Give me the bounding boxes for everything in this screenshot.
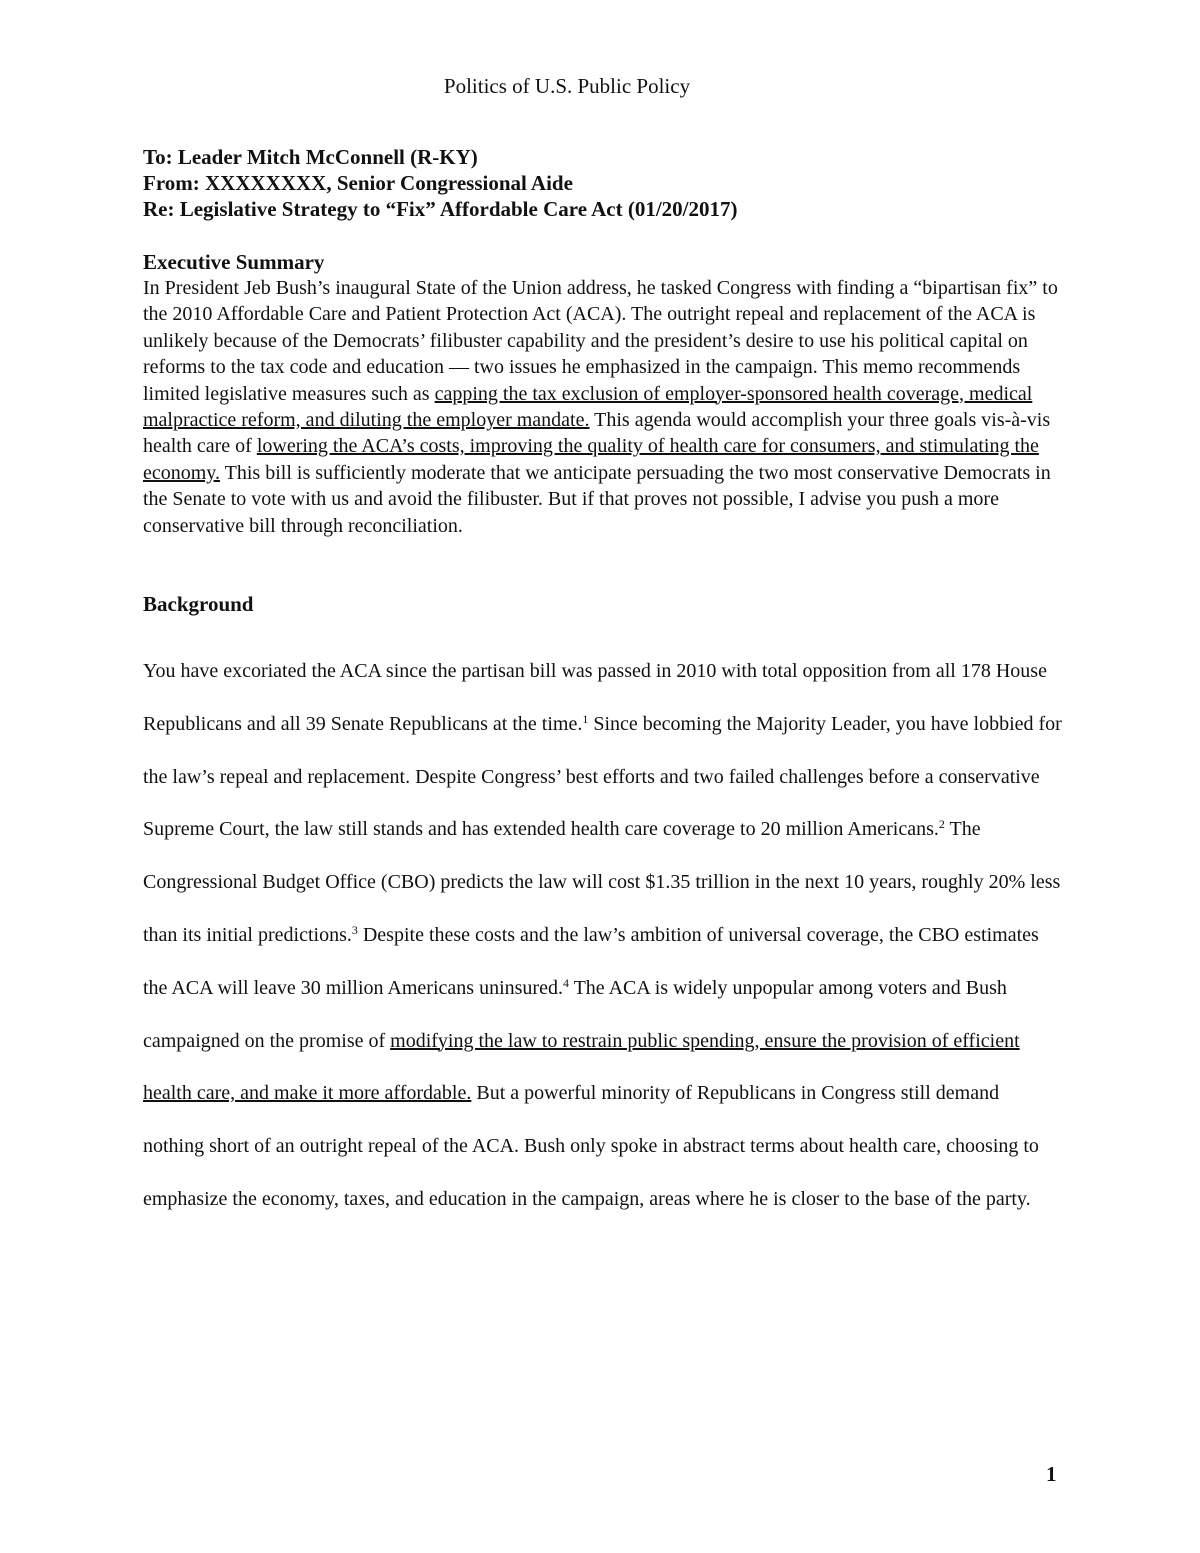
footnote-ref[interactable]: 2 (938, 817, 945, 832)
text-span: The ACA is widely unpopular among voters and Bush campaigned on the promise of (143, 976, 1007, 1052)
memo-to: To: Leader Mitch McConnell (R-KY) (143, 145, 478, 169)
underlined-text: capping the tax exclusion of employer-sponsored health coverage, medical malpractice reform, and diluting the employer mandate. (143, 382, 1033, 432)
memo-re: Re: Legislative Strategy to “Fix” Affordable Care Act (01/20/2017) (143, 197, 738, 221)
memo-block (143, 144, 1073, 222)
underlined-text: modifying the law to restrain public spending, ensure the provision of efficient health care, and make it more affordable. (143, 1029, 1020, 1105)
page-number: 1 (1046, 1462, 1057, 1486)
background-paragraph (143, 645, 1063, 1226)
memo-from: From: XXXXXXXX, Senior Congressional Aide (143, 171, 573, 195)
footnote-ref[interactable]: 1 (582, 711, 589, 726)
running-header: Politics of U.S. Public Policy (443, 74, 691, 98)
text-span: You have excoriated the ACA since the partisan bill was passed in 2010 with total opposition from all 178 House Republicans and all 39 Senate Republicans at the time. (143, 660, 1047, 735)
text-span: In President Jeb Bush’s inaugural State of the Union address, he tasked Congress with finding a “bipartisan fix” to the 2010 Affordable Care and Patient Protection Act (ACA). The outright repeal and replacement of the ACA is unlikely because of the Democrats’ filibuster capability and the president’s desire to use his political capital on reforms to the tax code and education — two issues he emphasized in the campaign. This memo recommends limited legislative measures such as (143, 277, 1058, 405)
text-span: This bill is sufficiently moderate that we anticipate persuading the two most conservative Democrats in the Senate to vote with us and avoid the filibuster. But if that proves not possible, I advise you push a more conservative bill through reconciliation. (143, 461, 1051, 537)
text-span: This agenda would accomplish your three goals vis-à-vis health care of (143, 409, 1051, 458)
text-span: Since becoming the Majority Leader, you have lobbied for the law’s repeal and replacement. Despite Congress’ best efforts and two failed challenges before a conservative Supreme Court, the law still stands and has extended health care coverage to 20 million Americans. (143, 712, 1062, 841)
text-span: Despite these costs and the law’s ambition of universal coverage, the CBO estimates the ACA will leave 30 million Americans uninsured. (143, 923, 1039, 999)
text-span: But a powerful minority of Republicans in Congress still demand nothing short of an outright repeal of the ACA. Bush only spoke in abstract terms about health care, choosing to emphasize the economy, taxes, and education in the campaign, areas where he is closer to the base of the party. (143, 1082, 1039, 1210)
footnote-ref[interactable]: 3 (351, 922, 358, 937)
footnote-ref[interactable]: 4 (562, 975, 569, 990)
executive-summary-paragraph (143, 275, 1063, 539)
executive-summary-heading: Executive Summary (143, 250, 325, 274)
underlined-text: lowering the ACA’s costs, improving the quality of health care for consumers, and stimulating the economy. (143, 435, 1039, 484)
background-heading: Background (143, 592, 254, 616)
text-span: The Congressional Budget Office (CBO) predicts the law will cost $1.35 trillion in the next 10 years, roughly 20% less than its initial predictions. (143, 818, 1061, 946)
